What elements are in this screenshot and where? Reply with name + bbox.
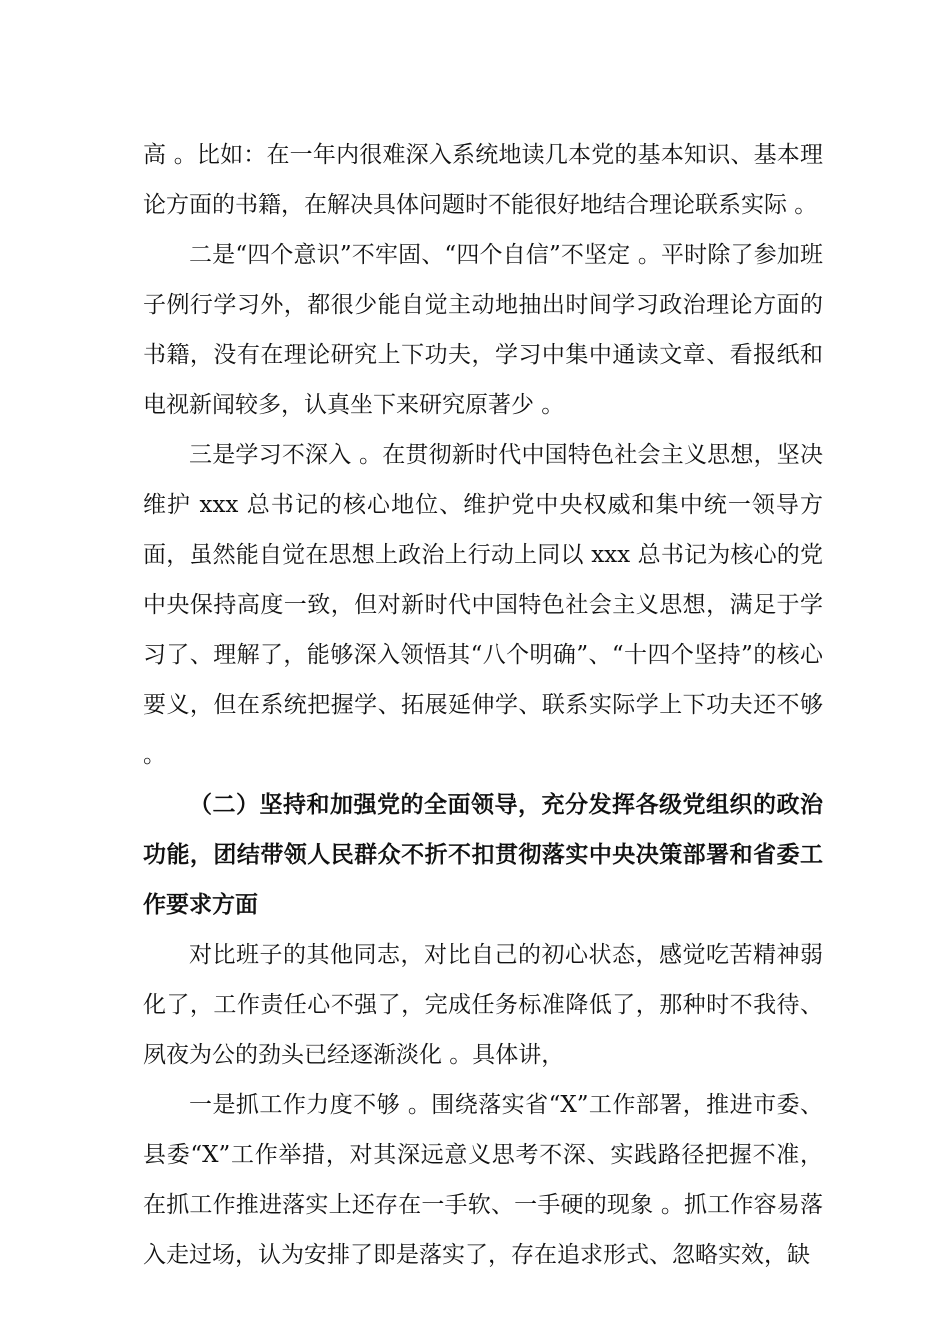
paragraph-comparison: 对比班子的其他同志，对比自己的初心状态，感觉吃苦精神弱化了，工作责任心不强了，完成任务标准降低了，那种时不我待、夙夜为公的劲头已经逐渐淡化 。具体讲， [143,942,823,1068]
paragraph-study-not-deep: 三是学习不深入 。在贯彻新时代中国特色社会主义思想，坚决维护 xxx 总书记的核心地位、维护党中央权威和集中统一领导方面，虽然能自觉在思想上政治上行动上同以 xxx 总书记为核心的党中央保持高度一致，但对新时代中国特色社会主义思想，满足于学习了、理解了，能够深入领悟其“八个明确”、“十四个坚持”的核心要义，但在系统把握学、拓展延伸学、联系实际学上下功夫还不够 。 [143,442,823,768]
paragraph-four-consciousness: 二是“四个意识”不牢固、“四个自信”不坚定 。平时除了参加班子例行学习外，都很少能自觉主动地抽出时间学习政治理论方面的书籍，没有在理论研究上下功夫，学习中集中通读文章、看报纸和电视新闻较多，认真坐下来研究原著少 。 [143,242,823,418]
section-heading: （二）坚持和加强党的全面领导，充分发挥各级党组织的政治功能，团结带领人民群众不折不扣贯彻落实中央决策部署和省委工作要求方面 [143,791,823,918]
document-body [143,130,823,1280]
paragraph-work-effort: 一是抓工作力度不够 。围绕落实省“X”工作部署，推进市委、县委“X”工作举措，对其深远意义思考不深、实践路径把握不准，在抓工作推进落实上还存在一手软、一手硬的现象 。抓工作容易落入走过场，认为安排了即是落实了，存在追求形式、忽略实效，缺 [143,1092,823,1268]
paragraph-continuation: 高 。比如：在一年内很难深入系统地读几本党的基本知识、基本理论方面的书籍，在解决具体问题时不能很好地结合理论联系实际 。 [143,142,823,218]
